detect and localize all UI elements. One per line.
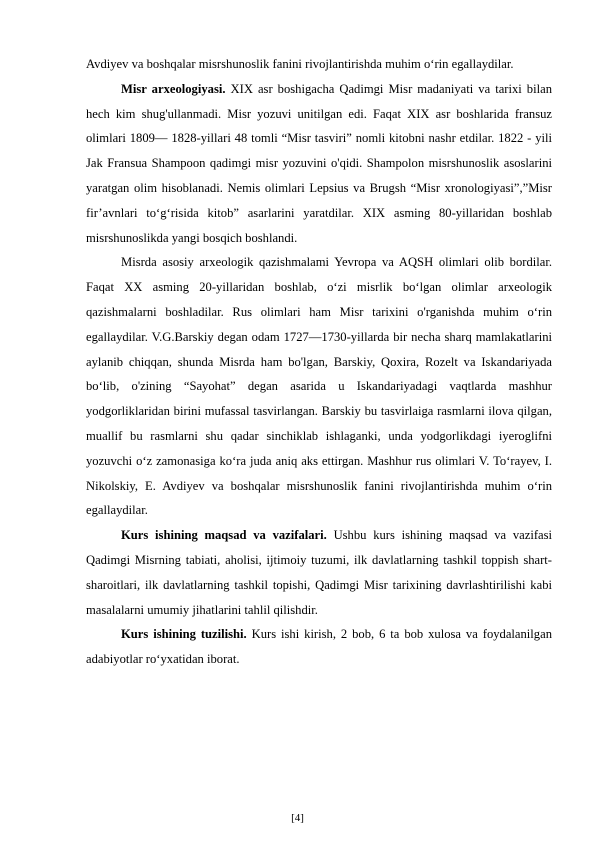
paragraph-intro-continuation [86,52,552,77]
paragraph-heading: Kurs ishining maqsad va vazifalari. [121,528,327,543]
page-number: [4] [291,812,304,824]
paragraph-text: XIX asr boshigacha Qadimgi Misr madaniyati va tarixi bilan hech kim shug'ullanmadi. Misr yozuvi unitilgan edi. Faqat XIX asr boshlarida fransuz olimlari 1809— 1828-yillari 48 tomli “Misr tasviri” nomli kitobni nashr etdilar. 1822 - yili Jak Fransua Shampoon qadimgi misr yozuvini o'qidi. Shampolon misrshunoslik asoslarini yaratgan olim hisoblanadi. Nemis olimlari Lepsius va Brugsh “Misr xronologiyasi”,”Misr fir’avnlari to‘g‘risida kitob” asarlarini yaratdilar. XIX asming 80-yillaridan boshlab misrshunoslikda yangi bosqich boshlandi. [86,81,552,245]
paragraph-misr-arxeologiyasi [86,77,552,251]
paragraph-excavations [86,250,552,523]
document-body [86,52,552,672]
paragraph-goals [86,523,552,622]
paragraph-heading: Misr arxeologiyasi. [121,81,226,96]
paragraph-structure [86,622,552,672]
paragraph-text: Misrda asosiy arxeologik qazishmalami Yevropa va AQSH olimlari olib bordilar. Faqat XX asming 20-yillaridan boshlab, o‘zi misrlik bo‘lgan olimlar arxeologik qazishmalarni boshladilar. Rus olimlari ham Misr tarixini o'rganishda muhim o‘rin egallaydilar. V.G.Barskiy degan odam 1727—1730-yillarda bir necha sharq mamlakatlarini aylanib chiqqan, shunda Misrda ham bo'lgan, Barskiy, Qoxira, Rozelt va Iskandariyada bo‘lib, o'zining “Sayohat” degan asarida u Iskandariyadagi vaqtlarda mashhur yodgorliklaridan birini mufassal tasvirlangan. Barskiy bu tasvirlaiga rasmlarni ilova qilgan, muallif bu rasmlarni shu qadar sinchiklab ishlaganki, unda yodgorlikdagi iyeroglifni yozuvchi o‘z zamonasiga ko‘ra juda aniq aks ettirgan. Mashhur rus olimlari V. To‘rayev, I. Nikolskiy, E. Avdiyev va boshqalar misrshunoslik fanini rivojlantirishda muhim o‘rin egallaydilar. [86,255,552,518]
paragraph-heading: Kurs ishining tuzilishi. [121,627,247,642]
paragraph-text: Avdiyev va boshqalar misrshunoslik fanini rivojlantirishda muhim o‘rin egallaydilar. [86,57,514,71]
paragraph-text: Ushbu kurs ishining maqsad va vazifasi Qadimgi Misrning tabiati, aholisi, ijtimoiy tuzumi, ilk davlatlarning tashkil toppish shart-sharoitlari, ilk davlatlarning tashkil topishi, Qadimgi Misr tarixining davrlashtirilishi kabi masalalarni umumiy jihatlarini tahlil qilishdir. [86,528,552,617]
paragraph-text: Kurs ishi kirish, 2 bob, 6 ta bob xulosa va foydalanilgan adabiyotlar ro‘yxatidan iborat. [86,627,552,667]
